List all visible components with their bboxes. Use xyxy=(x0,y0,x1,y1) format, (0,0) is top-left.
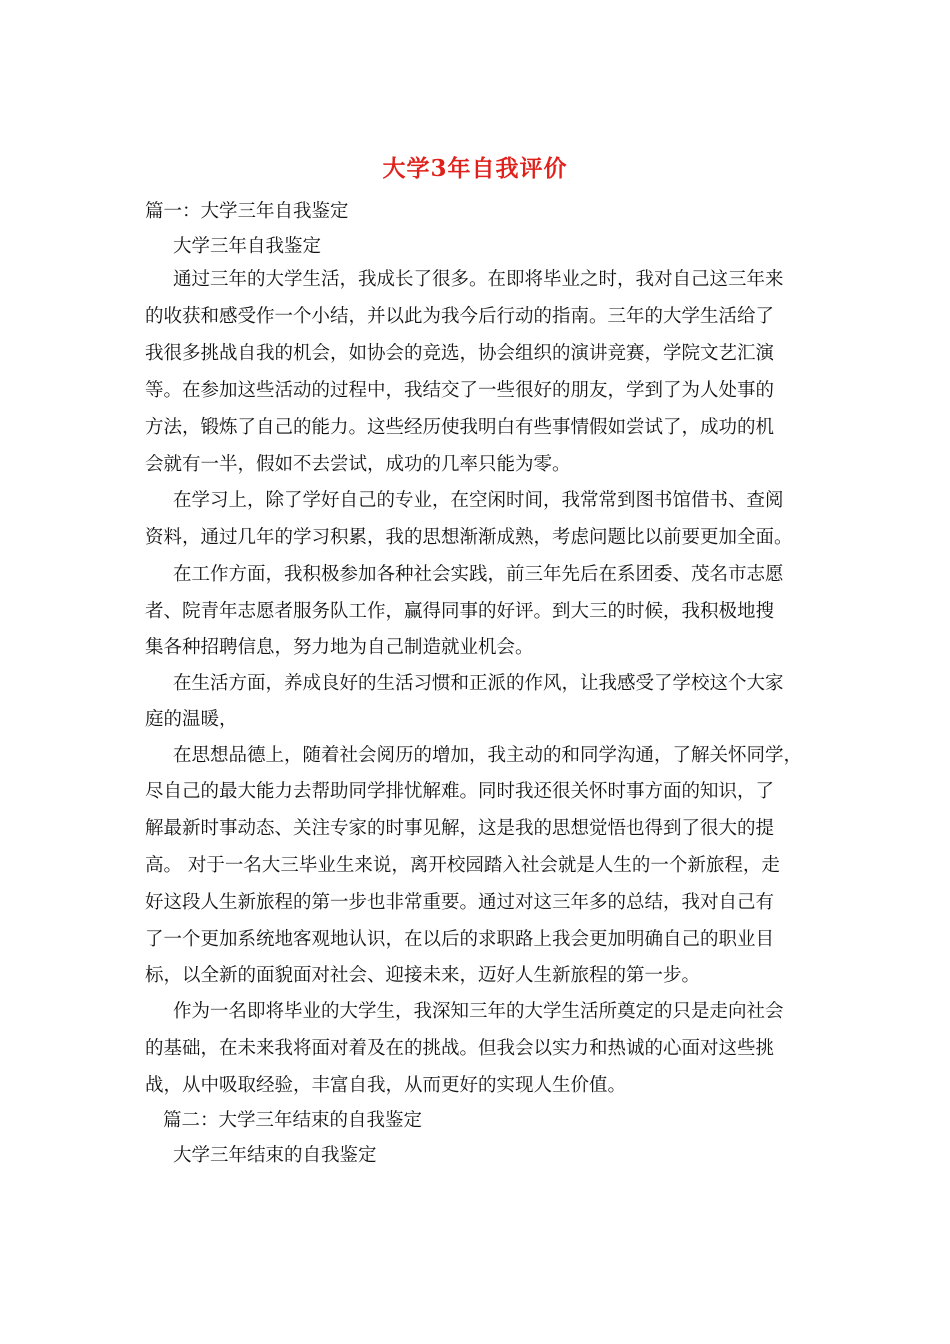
paragraph-line: 标，以全新的面貌面对社会、迎接未来，迈好人生新旅程的第一步。 xyxy=(145,965,701,986)
document-title: 大学3年自我评价 xyxy=(382,155,568,182)
paragraph-line: 战，从中吸取经验，丰富自我，从而更好的实现人生价值。 xyxy=(145,1075,627,1096)
paragraph-line: 等。在参加这些活动的过程中，我结交了一些很好的朋友，学到了为人处事的 xyxy=(145,380,775,401)
paragraph-line: 在生活方面，养成良好的生活习惯和正派的作风，让我感受了学校这个大家 xyxy=(173,673,784,694)
paragraph-line: 在学习上，除了学好自己的专业，在空闲时间，我常常到图书馆借书、查阅 xyxy=(173,490,784,511)
paragraph-line: 解最新时事动态、关注专家的时事见解，这是我的思想觉悟也得到了很大的提 xyxy=(145,818,775,839)
paragraph-line: 者、院青年志愿者服务队工作，赢得同事的好评。到大三的时候，我积极地搜 xyxy=(145,601,775,622)
paragraph-line: 庭的温暖， xyxy=(145,709,238,730)
paragraph-line: 通过三年的大学生活，我成长了很多。在即将毕业之时，我对自己这三年来 xyxy=(173,269,784,290)
paragraph-line: 作为一名即将毕业的大学生，我深知三年的大学生活所奠定的只是走向社会 xyxy=(173,1001,784,1022)
paragraph-line: 会就有一半，假如不去尝试，成功的几率只能为零。 xyxy=(145,454,571,475)
paragraph-line: 集各种招聘信息，努力地为自己制造就业机会。 xyxy=(145,637,534,658)
paragraph-line: 的基础，在未来我将面对着及在的挑战。但我会以实力和热诚的心面对这些挑 xyxy=(145,1038,775,1059)
section-heading: 篇二：大学三年结束的自我鉴定 xyxy=(163,1110,423,1131)
subheading: 大学三年自我鉴定 xyxy=(173,236,322,257)
paragraph-line: 在思想品德上，随着社会阅历的增加，我主动的和同学沟通，了解关怀同学， xyxy=(173,745,803,766)
paragraph-line: 方法，锻炼了自己的能力。这些经历使我明白有些事情假如尝试了，成功的机 xyxy=(145,417,775,438)
paragraph-line: 尽自己的最大能力去帮助同学排忧解难。同时我还很关怀时事方面的知识，了 xyxy=(145,781,775,802)
paragraph-line: 高。 对于一名大三毕业生来说，离开校园踏入社会就是人生的一个新旅程，走 xyxy=(145,855,780,876)
paragraph-line: 在工作方面，我积极参加各种社会实践，前三年先后在系团委、茂名市志愿 xyxy=(173,564,784,585)
section-heading: 篇一：大学三年自我鉴定 xyxy=(145,201,349,222)
paragraph-line: 我很多挑战自我的机会，如协会的竞选，协会组织的演讲竞赛，学院文艺汇演 xyxy=(145,343,775,364)
subheading: 大学三年结束的自我鉴定 xyxy=(173,1145,377,1166)
paragraph-line: 好这段人生新旅程的第一步也非常重要。通过对这三年多的总结，我对自己有 xyxy=(145,892,775,913)
paragraph-line: 的收获和感受作一个小结，并以此为我今后行动的指南。三年的大学生活给了 xyxy=(145,306,775,327)
paragraph-line: 资料，通过几年的学习积累，我的思想渐渐成熟，考虑问题比以前要更加全面。 xyxy=(145,527,793,548)
paragraph-line: 了一个更加系统地客观地认识，在以后的求职路上我会更加明确自己的职业目 xyxy=(145,929,775,950)
